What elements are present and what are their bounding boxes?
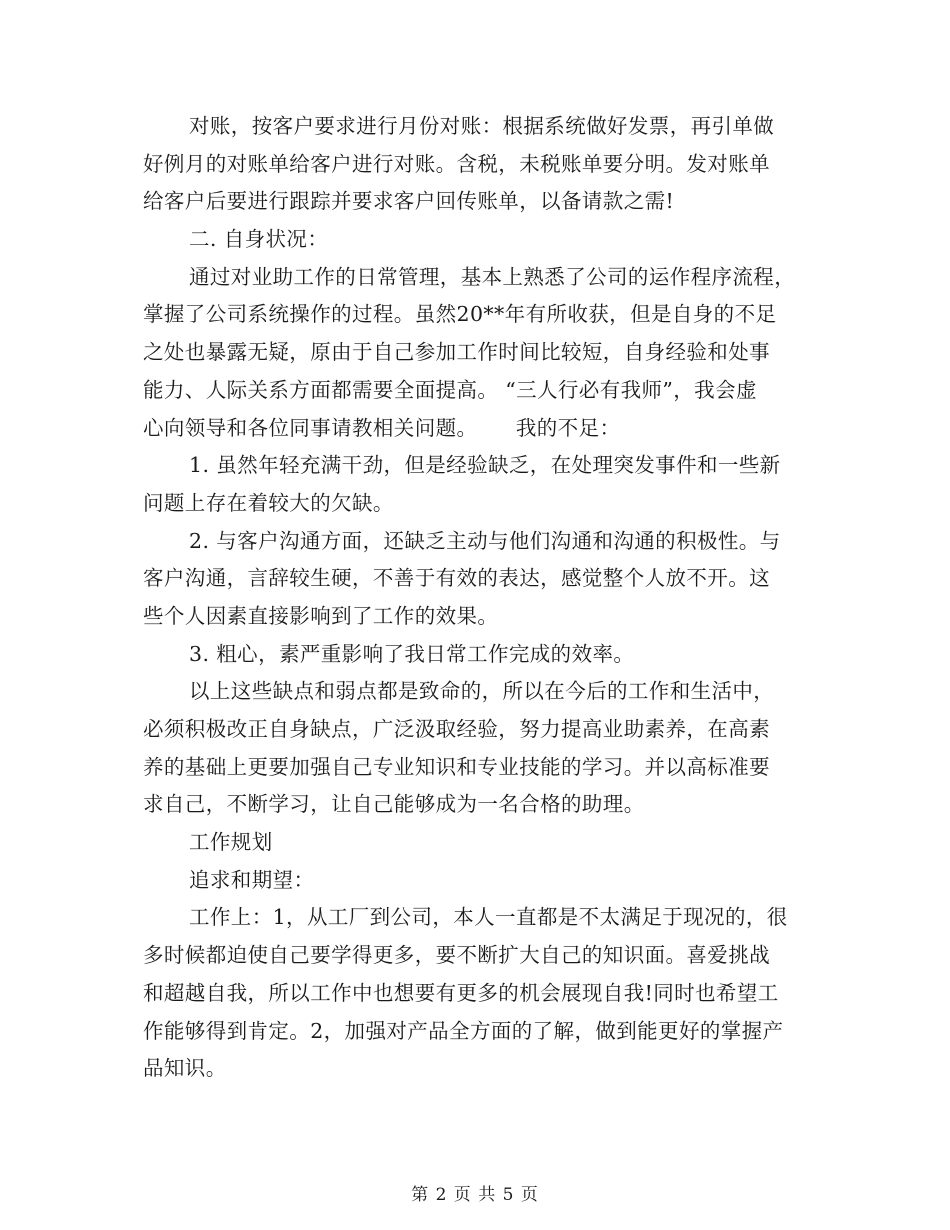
list-item-line: 1. 虽然年轻充满干劲，但是经验缺乏，在处理突发事件和一些新: [189, 453, 781, 478]
list-item-line: 客户沟通，言辞较生硬，不善于有效的表达，感觉整个人放不开。这: [143, 566, 770, 591]
page-number-footer: 第 2 页 共 5 页: [411, 1185, 539, 1205]
document-body: [143, 108, 811, 1088]
list-item-line: 些个人因素直接影响到了工作的效果。: [143, 603, 499, 628]
paragraph-line: 之处也暴露无疑，原由于自己参加工作时间比较短，自身经验和处事: [143, 340, 770, 365]
paragraph-line: 给客户后要进行跟踪并要求客户回传账单，以备请款之需!: [143, 189, 675, 214]
section-heading: 工作规划: [189, 830, 273, 855]
paragraph-line: 多时候都迫使自己要学得更多，要不断扩大自己的知识面。喜爱挑战: [143, 943, 770, 968]
paragraph-line: 以上这些缺点和弱点都是致命的，所以在今后的工作和生活中，: [189, 679, 775, 704]
paragraph-line: 通过对业助工作的日常管理，基本上熟悉了公司的运作程序流程，: [189, 264, 796, 289]
list-item-line: 问题上存在着较大的欠缺。: [143, 490, 394, 515]
list-item-line: 2. 与客户沟通方面，还缺乏主动与他们沟通和沟通的积极性。与: [189, 528, 781, 553]
subsection-heading: 追求和期望：: [189, 867, 315, 892]
paragraph-line: 求自己，不断学习，让自己能够成为一名合格的助理。: [143, 792, 645, 817]
paragraph-line: 养的基础上更要加强自己专业知识和专业技能的学习。并以高标准要: [143, 754, 770, 779]
paragraph-line: 品知识。: [143, 1056, 227, 1081]
paragraph-line: 好例月的对账单给客户进行对账。含税，未税账单要分明。发对账单: [143, 151, 770, 176]
paragraph-line: 和超越自我，所以工作中也想要有更多的机会展现自我!同时也希望工: [143, 980, 779, 1005]
paragraph-line: 心向领导和各位同事请教相关问题。 我的不足：: [143, 415, 621, 440]
paragraph-line: 掌握了公司系统操作的过程。虽然20**年有所收获，但是自身的不足: [143, 302, 777, 327]
section-heading: 二. 自身状况：: [189, 227, 329, 252]
paragraph-line: 能力、人际关系方面都需要全面提高。 “三人行必有我师”，我会虚: [143, 377, 757, 402]
paragraph-line: 必须积极改正自身缺点，广泛汲取经验，努力提高业助素养，在高素: [143, 717, 770, 741]
paragraph-line: 对账，按客户要求进行月份对账：根据系统做好发票，再引单做: [189, 114, 775, 138]
paragraph-line: 工作上：1，从工厂到公司，本人一直都是不太满足于现况的，很: [189, 905, 788, 930]
paragraph-line: 作能够得到肯定。2，加强对产品全方面的了解，做到能更好的掌握产: [143, 1018, 784, 1043]
list-item-line: 3. 粗心，素严重影响了我日常工作完成的效率。: [189, 641, 635, 666]
